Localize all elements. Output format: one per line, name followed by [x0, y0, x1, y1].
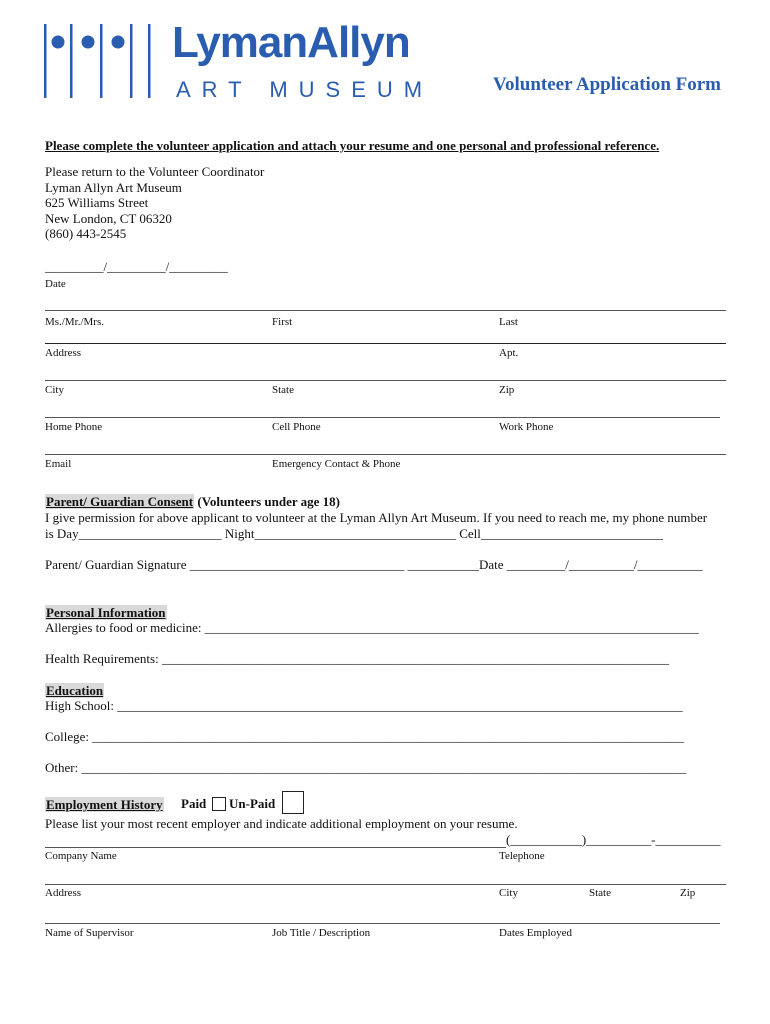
return-line-3: 625 Williams Street	[45, 195, 149, 210]
allergies-field[interactable]: Allergies to food or medicine: ____________________________________________________________________________	[45, 620, 699, 635]
first-name-label: First	[272, 316, 293, 328]
emergency-contact-label: Emergency Contact & Phone	[272, 458, 401, 470]
personal-info-heading: Personal Information	[46, 605, 166, 620]
consent-heading-note: (Volunteers under age 18)	[194, 494, 340, 509]
return-line-2: Lyman Allyn Art Museum	[45, 179, 182, 195]
education-heading: Education	[46, 683, 104, 698]
logo-subtitle: ART MUSEUM	[176, 77, 434, 102]
employment-heading: Employment History	[46, 797, 163, 812]
address-field-line[interactable]	[45, 343, 726, 344]
telephone-label: Telephone	[499, 850, 545, 862]
supervisor-field-line[interactable]	[45, 923, 720, 924]
date-field[interactable]: _________/_________/_________	[45, 259, 228, 274]
consent-heading-row	[45, 494, 340, 510]
college-field[interactable]: College: ___________________________________________________________________________________________	[45, 729, 684, 744]
return-line-4: New London, CT 06320	[45, 210, 172, 226]
employer-address-label: Address	[45, 887, 82, 899]
email-field-line[interactable]	[45, 454, 726, 455]
supervisor-label: Name of Supervisor	[45, 927, 134, 939]
employment-heading-row	[45, 796, 164, 814]
last-name-label: Last	[499, 316, 518, 328]
paid-checkbox[interactable]	[212, 797, 226, 811]
dates-employed-label: Dates Employed	[499, 927, 573, 939]
employer-phone-field[interactable]: (___________)__________-__________	[506, 832, 721, 847]
form-title: Volunteer Application Form	[493, 74, 722, 95]
intro-instructions: Please complete the volunteer application and attach your resume and one personal and professional reference.	[45, 138, 660, 153]
consent-heading: Parent/ Guardian Consent	[46, 494, 194, 509]
guardian-signature-field[interactable]: Parent/ Guardian Signature _________________________________ ___________Date _________/__________/__________	[45, 557, 703, 572]
name-field-line[interactable]	[45, 310, 726, 311]
city-label: City	[45, 384, 64, 396]
high-school-field[interactable]: High School: _______________________________________________________________________________________	[45, 698, 683, 713]
employer-zip-label: Zip	[680, 887, 696, 899]
consent-text-line-1: I give permission for above applicant to volunteer at the Lyman Allyn Art Museum. If you need to reach me, my phone number	[45, 510, 708, 525]
zip-label: Zip	[499, 384, 515, 396]
unpaid-label: Un-Paid	[229, 796, 276, 811]
other-education-field[interactable]: Other: _____________________________________________________________________________________________	[45, 760, 686, 775]
city-field-line[interactable]	[45, 380, 726, 381]
employer-state-label: State	[589, 887, 611, 899]
job-title-label: Job Title / Description	[272, 927, 371, 939]
phone-field-line[interactable]	[45, 417, 720, 418]
company-name-label: Company Name	[45, 850, 117, 862]
logo-wordmark: LymanAllyn	[172, 18, 410, 67]
employer-city-label: City	[499, 887, 518, 899]
cell-phone-label: Cell Phone	[272, 421, 321, 433]
paid-label: Paid	[181, 796, 207, 811]
health-requirements-field[interactable]: Health Requirements: ______________________________________________________________________________	[45, 651, 669, 666]
employer-address-field-line[interactable]	[45, 884, 726, 885]
state-label: State	[272, 384, 294, 396]
address-label: Address	[45, 347, 82, 359]
email-label: Email	[45, 458, 72, 470]
date-label: Date	[45, 278, 66, 290]
work-phone-label: Work Phone	[499, 421, 554, 433]
unpaid-checkbox[interactable]	[282, 791, 304, 814]
return-line-1: Please return to the Volunteer Coordinator	[45, 164, 265, 179]
apt-label: Apt.	[499, 347, 519, 359]
employment-instructions: Please list your most recent employer and indicate additional employment on your resume.	[45, 816, 518, 831]
consent-phone-fields[interactable]: is Day______________________ Night_______________________________ Cell____________________________	[45, 526, 663, 541]
logo-mark-icon	[40, 18, 165, 102]
home-phone-label: Home Phone	[45, 421, 103, 433]
company-name-field-line[interactable]	[45, 847, 506, 848]
salutation-label: Ms./Mr./Mrs.	[45, 316, 104, 328]
return-line-5: (860) 443-2545	[45, 226, 127, 241]
